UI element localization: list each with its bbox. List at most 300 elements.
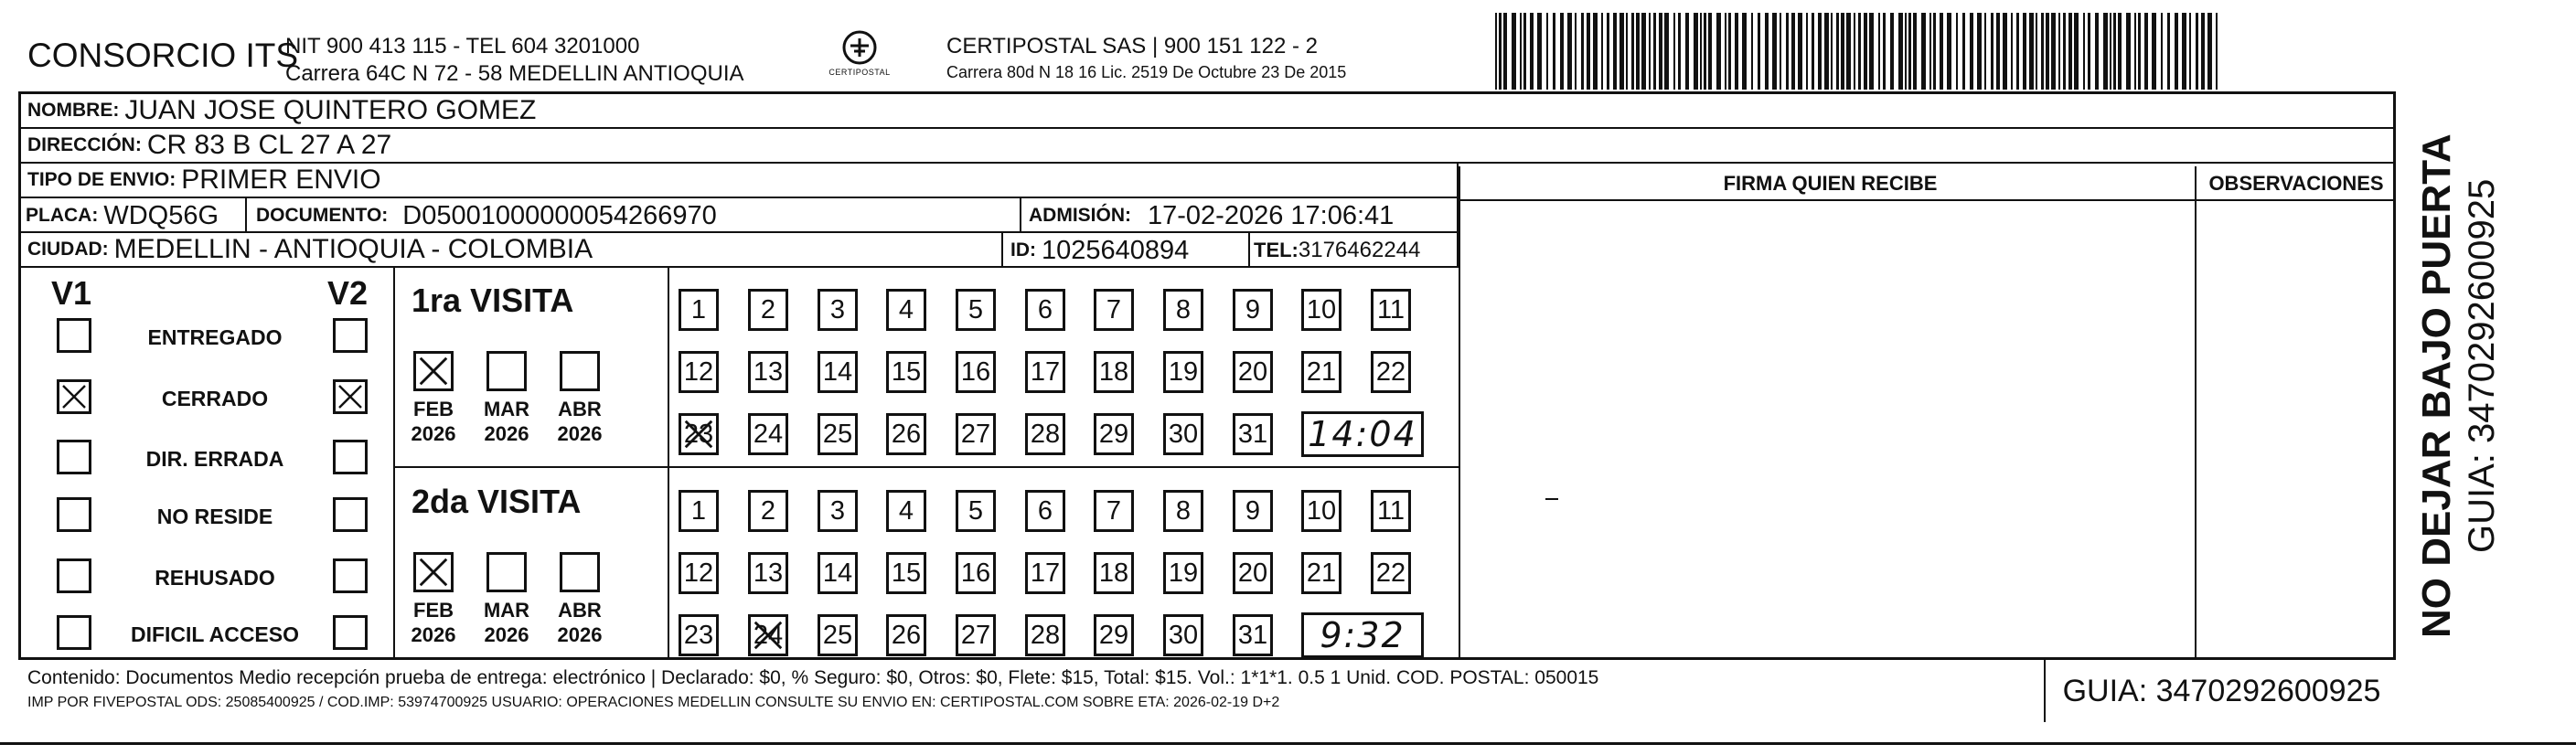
- logo-icon: [839, 27, 880, 68]
- day-box[interactable]: [679, 289, 719, 331]
- day-box[interactable]: [748, 413, 788, 455]
- barcode-bar: [2161, 13, 2163, 90]
- barcode-bar: [2196, 13, 2198, 90]
- visit-time[interactable]: 14:04: [1301, 411, 1424, 457]
- barcode-bar: [2041, 13, 2044, 90]
- day-number: 24: [753, 419, 784, 449]
- visit-title: 1ra VISITA: [412, 282, 574, 319]
- carrier-line: CERTIPOSTAL SAS | 900 151 122 - 2: [946, 34, 1318, 58]
- day-number: 26: [891, 620, 922, 650]
- v1-header: V1: [51, 274, 92, 312]
- day-number: 5: [967, 495, 984, 526]
- month-label: [474, 397, 540, 446]
- day-box[interactable]: [1025, 351, 1065, 393]
- v2-checkbox[interactable]: [333, 440, 368, 474]
- day-number: 30: [1168, 620, 1199, 650]
- day-number: 8: [1175, 294, 1192, 324]
- month-name: ABR: [558, 599, 602, 622]
- month-name: MAR: [483, 599, 530, 622]
- day-number: 15: [891, 558, 922, 588]
- barcode-bar: [1908, 13, 1911, 90]
- barcode-bar: [1864, 13, 1867, 90]
- barcode-bar: [2126, 13, 2131, 90]
- barcode-bar: [2207, 13, 2212, 90]
- day-box[interactable]: [748, 289, 788, 331]
- day-number: 1: [690, 294, 707, 324]
- footer-contenido: Contenido: Documentos Medio recepción prueba de entrega: electrónico | Declarado: $0, % Seguro: $0, Otros: $0, Flete: $15, Total: $15. Vol.: 1*1*1. 0.5 1 Unid. COD. POSTAL: 050015: [27, 667, 1599, 688]
- day-number: 28: [1030, 620, 1061, 650]
- barcode-bar: [1607, 13, 1609, 90]
- barcode-bar: [1765, 13, 1769, 90]
- barcode-bar: [1601, 13, 1603, 90]
- barcode-bar: [2068, 13, 2072, 90]
- month-label: [401, 598, 466, 647]
- company-name: CONSORCIO ITS: [27, 37, 299, 74]
- observaciones-header: OBSERVACIONES: [2195, 166, 2396, 201]
- day-number: 12: [683, 558, 714, 588]
- documento-cell: [249, 198, 1017, 233]
- day-box[interactable]: [956, 351, 996, 393]
- day-box[interactable]: [679, 351, 719, 393]
- tipo-row: [18, 164, 1459, 198]
- v2-checkbox[interactable]: [333, 318, 368, 353]
- day-box[interactable]: [1163, 351, 1203, 393]
- v2-checkbox[interactable]: [333, 497, 368, 532]
- day-box[interactable]: [956, 552, 996, 594]
- day-box[interactable]: [818, 351, 858, 393]
- v2-header: V2: [327, 274, 369, 312]
- day-box[interactable]: [956, 614, 996, 656]
- admision-label: ADMISIÓN:: [1029, 205, 1131, 226]
- v2-checkbox[interactable]: [333, 379, 368, 414]
- day-number: 31: [1237, 419, 1268, 449]
- day-box[interactable]: [1094, 289, 1134, 331]
- day-box[interactable]: [1233, 351, 1273, 393]
- day-box[interactable]: [886, 413, 926, 455]
- day-number: 4: [898, 294, 914, 324]
- barcode-bar: [2016, 13, 2019, 90]
- barcode-bar: [2036, 13, 2037, 90]
- day-box[interactable]: [818, 614, 858, 656]
- day-box[interactable]: [886, 351, 926, 393]
- day-box[interactable]: [956, 413, 996, 455]
- barcode-bar: [2201, 13, 2205, 90]
- barcode-bar: [1560, 13, 1564, 90]
- day-number: 16: [960, 558, 991, 588]
- day-number: 23: [683, 620, 714, 650]
- barcode-bar: [1537, 13, 1542, 90]
- month-checkbox[interactable]: [413, 552, 454, 592]
- day-number: 14: [822, 558, 853, 588]
- day-box[interactable]: [1371, 490, 1411, 532]
- barcode-bar: [2216, 13, 2218, 90]
- barcode-bar: [2103, 13, 2108, 90]
- barcode-bar: [1649, 13, 1651, 90]
- barcode-bar: [1940, 13, 1943, 90]
- barcode-bar: [2138, 13, 2141, 90]
- barcode-bar: [1956, 13, 1958, 90]
- barcode-bar: [1636, 13, 1640, 90]
- day-box[interactable]: [1301, 351, 1341, 393]
- month-checkbox[interactable]: [560, 552, 600, 592]
- day-box[interactable]: [1301, 490, 1341, 532]
- month-checkbox[interactable]: [560, 351, 600, 391]
- barcode-bar: [1587, 13, 1590, 90]
- signature-mark: [1545, 498, 1558, 500]
- barcode-bar: [2088, 13, 2090, 90]
- barcode-bar: [1567, 13, 1572, 90]
- day-number: 26: [891, 419, 922, 449]
- day-number: 27: [960, 419, 991, 449]
- barcode-bar: [1883, 13, 1886, 90]
- placa-cell: [18, 198, 247, 233]
- company-address: Carrera 64C N 72 - 58 MEDELLIN ANTIOQUIA: [285, 61, 744, 86]
- x-mark-icon: [59, 382, 89, 411]
- day-box[interactable]: [1301, 289, 1341, 331]
- barcode-bar: [1546, 13, 1548, 90]
- barcode-bar: [1905, 13, 1907, 90]
- x-mark-icon: [416, 555, 451, 590]
- barcode-bar: [1523, 13, 1526, 90]
- direccion-row: [18, 129, 2393, 164]
- visit-title: 2da VISITA: [412, 483, 582, 520]
- barcode-bar: [1846, 13, 1851, 90]
- month-year: 2026: [484, 623, 529, 646]
- barcode-bar: [1742, 13, 1747, 90]
- day-number: 17: [1030, 558, 1061, 588]
- day-number: 15: [891, 356, 922, 387]
- barcode-bar: [1984, 13, 1986, 90]
- barcode-bar: [1772, 13, 1777, 90]
- company-nit: NIT 900 413 115 - TEL 604 3201000: [285, 34, 640, 58]
- barcode-bar: [1664, 13, 1669, 90]
- barcode-bar: [1996, 13, 2000, 90]
- barcode-bar: [1854, 13, 1855, 90]
- direccion-label: DIRECCIÓN:: [27, 134, 142, 155]
- certipostal-logo: [818, 27, 901, 91]
- barcode-bar: [2182, 13, 2186, 90]
- day-number: 24: [753, 620, 784, 650]
- barcode-bar: [1962, 13, 1965, 90]
- id-label: ID:: [1010, 239, 1036, 261]
- day-box[interactable]: [679, 413, 719, 455]
- day-number: 18: [1098, 558, 1129, 588]
- day-box[interactable]: [1094, 614, 1134, 656]
- day-box[interactable]: [1371, 289, 1411, 331]
- day-number: 29: [1098, 419, 1129, 449]
- nombre-label: NOMBRE:: [27, 100, 120, 121]
- v2-checkbox[interactable]: [333, 558, 368, 593]
- day-number: 19: [1168, 356, 1199, 387]
- barcode-bar: [1708, 13, 1712, 90]
- barcode-bar: [2113, 13, 2116, 90]
- day-number: 11: [1376, 294, 1406, 324]
- month-checkbox[interactable]: [486, 351, 527, 391]
- id-value: 1025640894: [1042, 235, 1190, 265]
- barcode-bar: [1758, 13, 1760, 90]
- day-box[interactable]: [818, 490, 858, 532]
- barcode-bar: [1659, 13, 1662, 90]
- barcode-bar: [1619, 13, 1624, 90]
- footer-imp: IMP POR FIVEPOSTAL ODS: 25085400925 / COD.IMP: 53974700925 USUARIO: OPERACIONES MEDELLIN CONSULTE SU ENVIO EN: CERTIPOSTAL.COM SOBRE ETA: 2026-02-19 D+2: [27, 695, 1280, 710]
- barcode-bar: [1499, 13, 1502, 90]
- barcode-bar: [1575, 13, 1577, 90]
- day-box[interactable]: [1025, 552, 1065, 594]
- barcode-bar: [2003, 13, 2007, 90]
- day-box[interactable]: [1025, 614, 1065, 656]
- day-box[interactable]: [748, 614, 788, 656]
- carrier-info: [946, 33, 1346, 84]
- day-number: 19: [1168, 558, 1199, 588]
- barcode-bar: [1890, 13, 1894, 90]
- barcode-bar: [1700, 13, 1702, 90]
- barcode: [1495, 13, 2227, 90]
- barcode-bar: [1812, 13, 1814, 90]
- barcode-bar: [2011, 13, 2013, 90]
- visit-time[interactable]: 9:32: [1301, 612, 1424, 658]
- barcode-bar: [1798, 13, 1802, 90]
- day-number: 13: [753, 558, 784, 588]
- x-mark-icon: [751, 617, 786, 654]
- barcode-bar: [2051, 13, 2056, 90]
- day-box[interactable]: [886, 614, 926, 656]
- nombre-row: [18, 94, 2393, 129]
- carrier-address: Carrera 80d N 18 16 Lic. 2519 De Octubre 23 De 2015: [946, 63, 1347, 81]
- day-box[interactable]: [679, 552, 719, 594]
- barcode-bar: [1716, 13, 1721, 90]
- day-box[interactable]: [886, 289, 926, 331]
- day-number: 7: [1106, 495, 1122, 526]
- v1-checkbox[interactable]: [57, 497, 91, 532]
- documento-value: D05001000000054266970: [402, 200, 717, 230]
- barcode-bar: [1530, 13, 1534, 90]
- month-label: [401, 397, 466, 446]
- v2-checkbox[interactable]: [333, 615, 368, 650]
- day-number: 3: [829, 294, 846, 324]
- barcode-bar: [1728, 13, 1731, 90]
- day-number: 14: [822, 356, 853, 387]
- month-year: 2026: [557, 623, 603, 646]
- day-number: 31: [1237, 620, 1268, 650]
- month-year: 2026: [411, 422, 456, 445]
- barcode-bar: [1991, 13, 1993, 90]
- day-box[interactable]: [1094, 413, 1134, 455]
- day-box[interactable]: [1371, 351, 1411, 393]
- v1-checkbox[interactable]: [57, 615, 91, 650]
- barcode-bar: [1858, 13, 1861, 90]
- barcode-bar: [1678, 13, 1681, 90]
- ciudad-label: CIUDAD:: [27, 239, 109, 260]
- day-box[interactable]: [1371, 552, 1411, 594]
- barcode-bar: [1791, 13, 1795, 90]
- barcode-bar: [1898, 13, 1903, 90]
- admision-value: 17-02-2026 17:06:41: [1148, 200, 1395, 230]
- month-label: [547, 598, 613, 647]
- day-number: 3: [829, 495, 846, 526]
- day-box[interactable]: [1163, 552, 1203, 594]
- day-box[interactable]: [818, 413, 858, 455]
- status-label: ENTREGADO: [147, 325, 283, 349]
- day-number: 10: [1306, 294, 1337, 324]
- day-box[interactable]: [886, 490, 926, 532]
- day-box[interactable]: [1094, 552, 1134, 594]
- barcode-bar: [1581, 13, 1584, 90]
- barcode-bar: [1653, 13, 1656, 90]
- barcode-bar: [1947, 13, 1951, 90]
- day-box[interactable]: [956, 289, 996, 331]
- status-label: CERRADO: [161, 387, 269, 410]
- placa-value: WDQ56G: [103, 200, 219, 230]
- barcode-bar: [1786, 13, 1789, 90]
- day-box[interactable]: [1163, 413, 1203, 455]
- barcode-bar: [2063, 13, 2066, 90]
- day-box[interactable]: [818, 552, 858, 594]
- barcode-bar: [1869, 13, 1874, 90]
- barcode-bar: [1921, 13, 1926, 90]
- barcode-bar: [1913, 13, 1917, 90]
- day-box[interactable]: [1233, 552, 1273, 594]
- v1-checkbox[interactable]: [57, 379, 91, 414]
- day-box[interactable]: [748, 351, 788, 393]
- day-number: 6: [1037, 495, 1053, 526]
- day-number: 27: [960, 620, 991, 650]
- ciudad-value: MEDELLIN - ANTIOQUIA - COLOMBIA: [113, 234, 593, 264]
- day-number: 29: [1098, 620, 1129, 650]
- day-number: 2: [760, 294, 776, 324]
- tel-cell: [1248, 233, 1459, 268]
- day-box[interactable]: [818, 289, 858, 331]
- v1-checkbox[interactable]: [57, 440, 91, 474]
- barcode-bar: [1503, 13, 1507, 90]
- day-box[interactable]: [1094, 490, 1134, 532]
- month-label: [474, 598, 540, 647]
- x-mark-icon: [416, 354, 451, 388]
- barcode-bar: [2058, 13, 2060, 90]
- barcode-bar: [1613, 13, 1617, 90]
- v1-checkbox[interactable]: [57, 318, 91, 353]
- barcode-bar: [2046, 13, 2049, 90]
- day-box[interactable]: [1233, 614, 1273, 656]
- barcode-bar: [2029, 13, 2034, 90]
- day-box[interactable]: [1233, 490, 1273, 532]
- barcode-bar: [1836, 13, 1839, 90]
- barcode-bar: [2083, 13, 2085, 90]
- company-info: [285, 33, 744, 88]
- documento-label: DOCUMENTO:: [256, 205, 389, 226]
- month-label: [547, 397, 613, 446]
- day-box[interactable]: [1233, 289, 1273, 331]
- v1-checkbox[interactable]: [57, 558, 91, 593]
- day-number: 25: [822, 419, 853, 449]
- day-box[interactable]: [1301, 552, 1341, 594]
- day-box[interactable]: [1163, 490, 1203, 532]
- day-box[interactable]: [1025, 289, 1065, 331]
- barcode-bar: [2110, 13, 2111, 90]
- month-checkbox[interactable]: [486, 552, 527, 592]
- admision-cell: [1020, 198, 1459, 233]
- barcode-bar: [1725, 13, 1726, 90]
- barcode-bar: [2095, 13, 2099, 90]
- day-box[interactable]: [748, 552, 788, 594]
- barcode-bar: [1751, 13, 1753, 90]
- status-label: DIR. ERRADA: [145, 447, 284, 471]
- firma-header: FIRMA QUIEN RECIBE: [1723, 172, 1938, 195]
- tel-label: TEL:: [1254, 239, 1299, 261]
- barcode-bar: [1520, 13, 1522, 90]
- barcode-bar: [2118, 13, 2122, 90]
- barcode-bar: [1553, 13, 1555, 90]
- day-number: 22: [1375, 558, 1406, 588]
- barcode-bar: [1824, 13, 1829, 90]
- day-number: 22: [1375, 356, 1406, 387]
- month-name: MAR: [483, 398, 530, 420]
- tipo-label: TIPO DE ENVIO:: [27, 169, 176, 190]
- day-number: 6: [1037, 294, 1053, 324]
- day-number: 7: [1106, 294, 1122, 324]
- barcode-bar: [2023, 13, 2026, 90]
- barcode-bar: [1631, 13, 1634, 90]
- side-guia: GUIA: 3470292600925: [2462, 178, 2502, 553]
- barcode-bar: [1929, 13, 1931, 90]
- day-number: 28: [1030, 419, 1061, 449]
- barcode-bar: [1495, 13, 1497, 90]
- barcode-bar: [1694, 13, 1698, 90]
- day-number: 21: [1306, 356, 1337, 387]
- barcode-bar: [1704, 13, 1706, 90]
- logo-label: CERTIPOSTAL: [828, 68, 891, 77]
- day-number: 25: [822, 620, 853, 650]
- day-number: 10: [1306, 495, 1337, 526]
- barcode-bar: [1685, 13, 1689, 90]
- barcode-bar: [2144, 13, 2148, 90]
- day-box[interactable]: [1233, 413, 1273, 455]
- day-number: 11: [1376, 495, 1406, 526]
- barcode-bar: [1512, 13, 1516, 90]
- day-box[interactable]: [748, 490, 788, 532]
- day-box[interactable]: [1094, 351, 1134, 393]
- barcode-bar: [1841, 13, 1844, 90]
- barcode-bar: [1780, 13, 1781, 90]
- month-year: 2026: [411, 623, 456, 646]
- x-mark-icon: [336, 382, 365, 411]
- month-checkbox[interactable]: [413, 351, 454, 391]
- day-number: 2: [760, 495, 776, 526]
- day-box[interactable]: [1025, 490, 1065, 532]
- day-box[interactable]: [1163, 614, 1203, 656]
- x-mark-icon: [681, 416, 716, 452]
- direccion-value: CR 83 B CL 27 A 27: [146, 130, 392, 160]
- day-box[interactable]: [886, 552, 926, 594]
- month-name: FEB: [413, 398, 454, 420]
- placa-label: PLACA:: [26, 205, 99, 226]
- day-box[interactable]: [679, 490, 719, 532]
- day-box[interactable]: [1025, 413, 1065, 455]
- day-box[interactable]: [679, 614, 719, 656]
- barcode-bar: [2189, 13, 2191, 90]
- barcode-bar: [1735, 13, 1738, 90]
- nombre-value: JUAN JOSE QUINTERO GOMEZ: [124, 95, 537, 125]
- barcode-bar: [1970, 13, 1973, 90]
- barcode-bar: [1593, 13, 1598, 90]
- day-number: 8: [1175, 495, 1192, 526]
- day-number: 20: [1237, 356, 1268, 387]
- day-box[interactable]: [956, 490, 996, 532]
- status-label: REHUSADO: [155, 566, 275, 590]
- month-year: 2026: [557, 422, 603, 445]
- tipo-value: PRIMER ENVIO: [181, 165, 381, 195]
- day-box[interactable]: [1163, 289, 1203, 331]
- barcode-bar: [1806, 13, 1808, 90]
